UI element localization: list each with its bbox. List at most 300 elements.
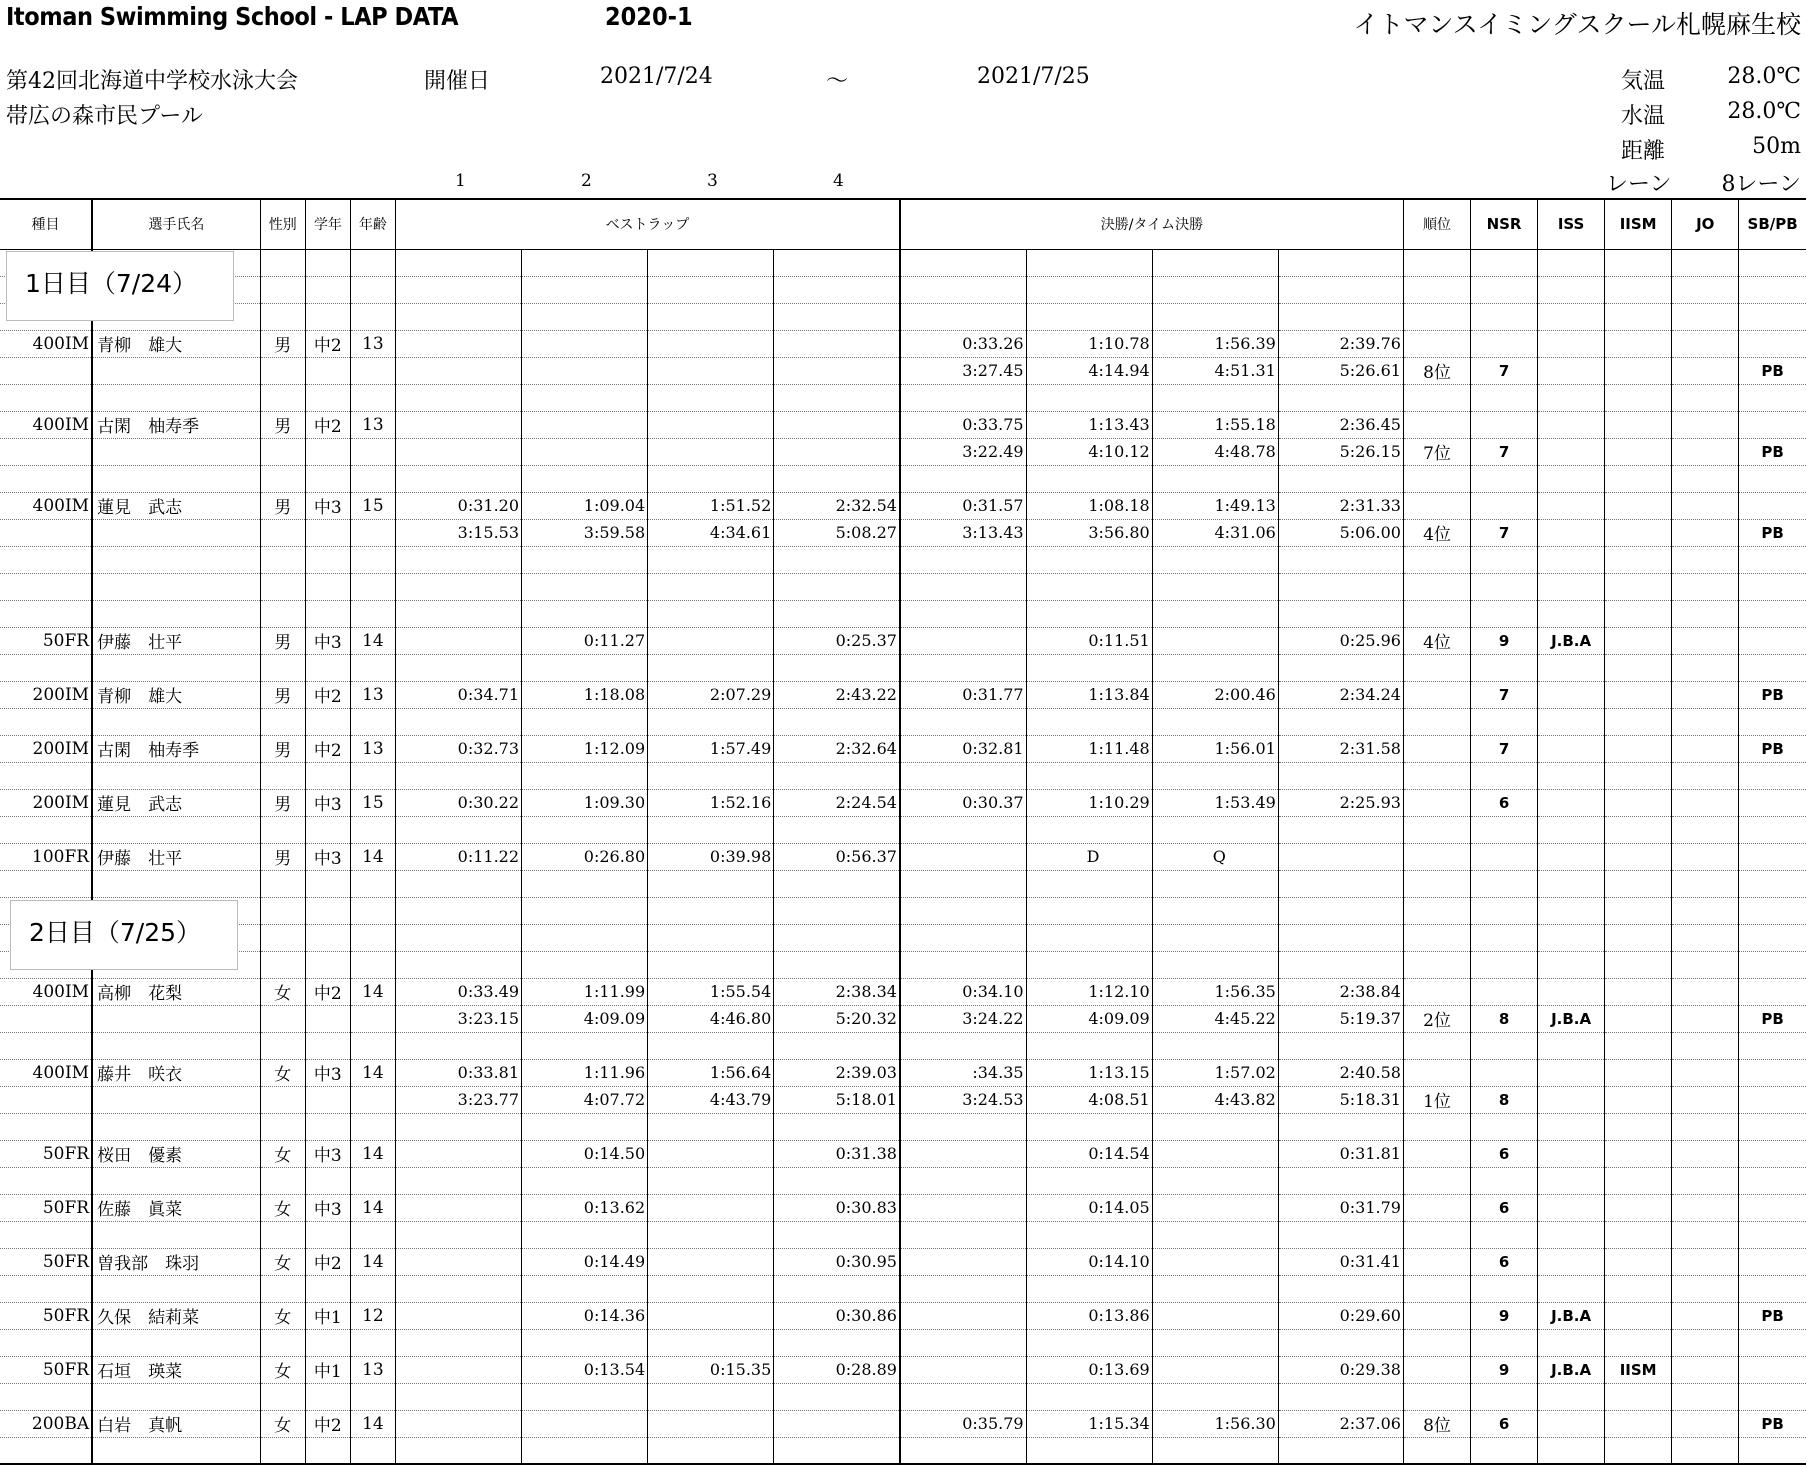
- blank-cell: [1152, 1221, 1278, 1248]
- blank-cell: [1605, 708, 1672, 735]
- final-lap-1-cell: 0:33.75: [900, 411, 1026, 438]
- blank-cell: [1403, 1167, 1470, 1194]
- grade-cell: [305, 438, 350, 465]
- best-lap-4-cell: 5:20.32: [774, 1005, 900, 1032]
- blank-cell: [1471, 546, 1538, 573]
- blank-row: [0, 1221, 1806, 1248]
- final-lap-4-cell: 0:31.41: [1278, 1248, 1403, 1275]
- blank-cell: [648, 303, 774, 330]
- blank-cell: [395, 924, 521, 951]
- distance-value: 50m: [1752, 134, 1801, 159]
- blank-cell: [0, 600, 92, 627]
- event-cell: 100FR: [0, 843, 92, 870]
- iss-cell: [1538, 1140, 1605, 1167]
- blank-cell: [260, 924, 305, 951]
- sbpb-cell: PB: [1739, 438, 1806, 465]
- jo-cell: [1672, 492, 1739, 519]
- best-lap-2-cell: 0:26.80: [522, 843, 648, 870]
- sex-cell: 女: [260, 1410, 305, 1437]
- blank-cell: [260, 465, 305, 492]
- best-lap-1-cell: [395, 1410, 521, 1437]
- nsr-cell: 7: [1471, 681, 1538, 708]
- blank-cell: [1672, 546, 1739, 573]
- blank-cell: [1605, 654, 1672, 681]
- best-lap-3-cell: 4:46.80: [648, 1005, 774, 1032]
- school-name: イトマンスイミングスクール札幌麻生校: [1353, 10, 1801, 39]
- blank-cell: [522, 600, 648, 627]
- best-lap-4-cell: [774, 411, 900, 438]
- blank-cell: [260, 1437, 305, 1464]
- swimmer-name-cell: 青柳 雄大: [92, 330, 260, 357]
- blank-cell: [0, 1113, 92, 1140]
- blank-cell: [395, 465, 521, 492]
- rank-cell: [1403, 789, 1470, 816]
- iss-cell: J.B.A: [1538, 1356, 1605, 1383]
- blank-cell: [522, 276, 648, 303]
- blank-cell: [648, 1329, 774, 1356]
- blank-row: [0, 1032, 1806, 1059]
- blank-cell: [1672, 708, 1739, 735]
- blank-cell: [1278, 1383, 1403, 1410]
- blank-cell: [648, 924, 774, 951]
- final-lap-3-cell: [1152, 1356, 1278, 1383]
- iism-cell: [1605, 357, 1672, 384]
- blank-cell: [522, 816, 648, 843]
- blank-cell: [1403, 465, 1470, 492]
- blank-cell: [395, 384, 521, 411]
- blank-cell: [1672, 276, 1739, 303]
- best-lap-2-cell: [522, 1410, 648, 1437]
- best-lap-1-cell: [395, 330, 521, 357]
- blank-cell: [1739, 897, 1806, 924]
- iss-cell: [1538, 357, 1605, 384]
- blank-cell: [1672, 600, 1739, 627]
- blank-cell: [900, 1167, 1026, 1194]
- best-lap-2-cell: 1:12.09: [522, 735, 648, 762]
- col-sbpb: SB/PB: [1739, 199, 1806, 249]
- rank-cell: [1403, 1059, 1470, 1086]
- jo-cell: [1672, 735, 1739, 762]
- final-lap-1-cell: [900, 1356, 1026, 1383]
- age-cell: 12: [350, 1302, 395, 1329]
- table-row: [0, 681, 1806, 708]
- blank-cell: [0, 816, 92, 843]
- best-lap-4-cell: 0:30.86: [774, 1302, 900, 1329]
- iss-cell: [1538, 735, 1605, 762]
- blank-cell: [305, 816, 350, 843]
- blank-cell: [1672, 465, 1739, 492]
- final-lap-2-cell: 0:14.05: [1026, 1194, 1152, 1221]
- blank-cell: [395, 816, 521, 843]
- final-lap-2-cell: 4:10.12: [1026, 438, 1152, 465]
- blank-cell: [1605, 276, 1672, 303]
- best-lap-3-cell: [648, 1140, 774, 1167]
- blank-cell: [522, 1032, 648, 1059]
- sbpb-cell: [1739, 1140, 1806, 1167]
- blank-cell: [1152, 1275, 1278, 1302]
- blank-cell: [900, 276, 1026, 303]
- swimmer-name-cell: 久保 結莉菜: [92, 1302, 260, 1329]
- blank-cell: [1672, 1329, 1739, 1356]
- age-cell: [350, 1005, 395, 1032]
- blank-cell: [1605, 600, 1672, 627]
- age-cell: 14: [350, 843, 395, 870]
- blank-cell: [522, 1167, 648, 1194]
- blank-row: [0, 276, 1806, 303]
- table-header-row: [0, 199, 1806, 249]
- final-lap-3-cell: 1:56.30: [1152, 1410, 1278, 1437]
- final-lap-4-cell: 0:29.38: [1278, 1356, 1403, 1383]
- blank-cell: [522, 762, 648, 789]
- blank-cell: [1471, 303, 1538, 330]
- blank-cell: [900, 708, 1026, 735]
- sex-cell: 男: [260, 735, 305, 762]
- blank-cell: [260, 1275, 305, 1302]
- grade-cell: 中2: [305, 411, 350, 438]
- blank-cell: [1538, 600, 1605, 627]
- blank-cell: [1739, 384, 1806, 411]
- final-lap-1-cell: 3:22.49: [900, 438, 1026, 465]
- rank-cell: [1403, 1140, 1470, 1167]
- col-age: 年齢: [350, 199, 395, 249]
- event-cell: 400IM: [0, 1059, 92, 1086]
- table-row: [0, 1059, 1806, 1086]
- table-row: [0, 411, 1806, 438]
- age-cell: 14: [350, 1140, 395, 1167]
- blank-cell: [774, 1329, 900, 1356]
- blank-cell: [774, 951, 900, 978]
- best-lap-3-cell: 1:52.16: [648, 789, 774, 816]
- blank-cell: [522, 924, 648, 951]
- blank-cell: [1278, 303, 1403, 330]
- final-lap-4-cell: 5:19.37: [1278, 1005, 1403, 1032]
- age-cell: 14: [350, 1248, 395, 1275]
- swimmer-name-cell: 藤井 咲衣: [92, 1059, 260, 1086]
- sex-cell: 女: [260, 1248, 305, 1275]
- rank-cell: 7位: [1403, 438, 1470, 465]
- best-lap-4-cell: 5:08.27: [774, 519, 900, 546]
- table-row: [0, 735, 1806, 762]
- blank-cell: [350, 1221, 395, 1248]
- iism-cell: [1605, 1059, 1672, 1086]
- sbpb-cell: [1739, 411, 1806, 438]
- blank-cell: [350, 1113, 395, 1140]
- blank-cell: [1152, 870, 1278, 897]
- final-lap-4-cell: [1278, 843, 1403, 870]
- blank-cell: [92, 1167, 260, 1194]
- blank-cell: [1471, 249, 1538, 276]
- blank-row: [0, 1383, 1806, 1410]
- iss-cell: [1538, 411, 1605, 438]
- lane-value: 8レーン: [1721, 172, 1801, 197]
- blank-cell: [774, 897, 900, 924]
- blank-cell: [1403, 573, 1470, 600]
- blank-cell: [1739, 1032, 1806, 1059]
- blank-cell: [648, 1032, 774, 1059]
- blank-cell: [1026, 951, 1152, 978]
- blank-cell: [1672, 924, 1739, 951]
- blank-cell: [1672, 1437, 1739, 1464]
- rank-cell: [1403, 330, 1470, 357]
- blank-cell: [0, 465, 92, 492]
- final-lap-4-cell: 5:18.31: [1278, 1086, 1403, 1113]
- final-lap-1-cell: [900, 843, 1026, 870]
- blank-cell: [0, 1437, 92, 1464]
- final-lap-1-cell: 3:24.53: [900, 1086, 1026, 1113]
- blank-cell: [1739, 303, 1806, 330]
- blank-cell: [1739, 1221, 1806, 1248]
- age-cell: 13: [350, 1356, 395, 1383]
- event-cell: [0, 1086, 92, 1113]
- blank-cell: [1278, 1221, 1403, 1248]
- best-lap-3-cell: [648, 1302, 774, 1329]
- blank-cell: [1739, 465, 1806, 492]
- blank-cell: [648, 1383, 774, 1410]
- swimmer-name-cell: [92, 1086, 260, 1113]
- col-iss: ISS: [1538, 199, 1605, 249]
- best-lap-4-cell: [774, 1410, 900, 1437]
- best-lap-4-cell: [774, 438, 900, 465]
- blank-cell: [1605, 249, 1672, 276]
- blank-cell: [0, 546, 92, 573]
- final-lap-3-cell: 1:49.13: [1152, 492, 1278, 519]
- blank-cell: [1026, 816, 1152, 843]
- iss-cell: [1538, 519, 1605, 546]
- blank-cell: [1538, 384, 1605, 411]
- iss-cell: [1538, 330, 1605, 357]
- final-lap-3-cell: 1:56.01: [1152, 735, 1278, 762]
- blank-cell: [0, 1221, 92, 1248]
- blank-cell: [1152, 897, 1278, 924]
- grade-cell: 中2: [305, 1410, 350, 1437]
- grade-cell: 中3: [305, 1059, 350, 1086]
- swimmer-name-cell: [92, 519, 260, 546]
- blank-cell: [648, 951, 774, 978]
- blank-cell: [260, 1167, 305, 1194]
- age-cell: 14: [350, 1194, 395, 1221]
- best-lap-3-cell: [648, 1248, 774, 1275]
- blank-cell: [1672, 1221, 1739, 1248]
- blank-cell: [1605, 1167, 1672, 1194]
- blank-row: [0, 1437, 1806, 1464]
- nsr-cell: 8: [1471, 1086, 1538, 1113]
- sbpb-cell: PB: [1739, 357, 1806, 384]
- best-lap-4-cell: [774, 357, 900, 384]
- final-lap-2-cell: 0:11.51: [1026, 627, 1152, 654]
- blank-cell: [1739, 276, 1806, 303]
- blank-cell: [774, 816, 900, 843]
- blank-cell: [1278, 249, 1403, 276]
- blank-cell: [92, 870, 260, 897]
- age-cell: 15: [350, 789, 395, 816]
- iism-cell: [1605, 843, 1672, 870]
- iism-cell: [1605, 492, 1672, 519]
- blank-cell: [522, 870, 648, 897]
- blank-cell: [1026, 654, 1152, 681]
- sbpb-cell: [1739, 789, 1806, 816]
- blank-cell: [0, 762, 92, 789]
- blank-cell: [1403, 1383, 1470, 1410]
- swimmer-name-cell: 高柳 花梨: [92, 978, 260, 1005]
- grade-cell: 中2: [305, 681, 350, 708]
- blank-cell: [1471, 1275, 1538, 1302]
- table-row: [0, 843, 1806, 870]
- sbpb-cell: [1739, 978, 1806, 1005]
- blank-cell: [1026, 1167, 1152, 1194]
- blank-cell: [1538, 303, 1605, 330]
- blank-cell: [1152, 654, 1278, 681]
- jo-cell: [1672, 357, 1739, 384]
- best-lap-4-cell: 0:31.38: [774, 1140, 900, 1167]
- blank-cell: [1739, 600, 1806, 627]
- iism-cell: [1605, 978, 1672, 1005]
- best-lap-4-cell: 2:39.03: [774, 1059, 900, 1086]
- iss-cell: [1538, 1086, 1605, 1113]
- blank-cell: [1672, 1383, 1739, 1410]
- blank-row: [0, 708, 1806, 735]
- best-lap-3-cell: [648, 627, 774, 654]
- sex-cell: 男: [260, 789, 305, 816]
- blank-cell: [648, 816, 774, 843]
- sbpb-cell: [1739, 1059, 1806, 1086]
- blank-cell: [395, 303, 521, 330]
- blank-cell: [1605, 1437, 1672, 1464]
- blank-cell: [900, 897, 1026, 924]
- blank-cell: [1278, 870, 1403, 897]
- iss-cell: J.B.A: [1538, 1005, 1605, 1032]
- blank-cell: [774, 1437, 900, 1464]
- blank-cell: [305, 1437, 350, 1464]
- blank-cell: [1739, 249, 1806, 276]
- blank-cell: [305, 573, 350, 600]
- sbpb-cell: PB: [1739, 735, 1806, 762]
- table-row: [0, 519, 1806, 546]
- best-lap-3-cell: 1:57.49: [648, 735, 774, 762]
- blank-cell: [522, 384, 648, 411]
- final-lap-1-cell: 3:24.22: [900, 1005, 1026, 1032]
- blank-cell: [648, 870, 774, 897]
- iss-cell: [1538, 492, 1605, 519]
- iism-cell: [1605, 789, 1672, 816]
- rank-cell: [1403, 1248, 1470, 1275]
- blank-cell: [350, 816, 395, 843]
- final-lap-3-cell: 1:55.18: [1152, 411, 1278, 438]
- blank-cell: [648, 276, 774, 303]
- blank-cell: [1278, 1032, 1403, 1059]
- final-lap-3-cell: 1:57.02: [1152, 1059, 1278, 1086]
- jo-cell: [1672, 627, 1739, 654]
- best-lap-2-cell: 1:11.99: [522, 978, 648, 1005]
- grade-cell: 中3: [305, 627, 350, 654]
- date-separator: ～: [826, 69, 849, 94]
- rank-cell: [1403, 843, 1470, 870]
- jo-cell: [1672, 843, 1739, 870]
- grade-cell: [305, 357, 350, 384]
- final-lap-3-cell: 2:00.46: [1152, 681, 1278, 708]
- blank-cell: [522, 897, 648, 924]
- blank-cell: [774, 1167, 900, 1194]
- blank-cell: [395, 1113, 521, 1140]
- nsr-cell: 8: [1471, 1005, 1538, 1032]
- blank-cell: [1471, 1032, 1538, 1059]
- blank-cell: [260, 1221, 305, 1248]
- final-lap-4-cell: 5:26.61: [1278, 357, 1403, 384]
- final-lap-2-cell: 1:13.43: [1026, 411, 1152, 438]
- rank-cell: [1403, 1194, 1470, 1221]
- table-row: [0, 330, 1806, 357]
- blank-cell: [774, 1032, 900, 1059]
- sex-cell: 男: [260, 681, 305, 708]
- blank-cell: [0, 1329, 92, 1356]
- blank-cell: [1278, 276, 1403, 303]
- grade-cell: 中1: [305, 1356, 350, 1383]
- blank-cell: [1538, 249, 1605, 276]
- blank-cell: [1672, 654, 1739, 681]
- blank-cell: [0, 654, 92, 681]
- blank-cell: [1403, 1113, 1470, 1140]
- blank-cell: [305, 600, 350, 627]
- blank-cell: [1403, 546, 1470, 573]
- blank-cell: [1672, 573, 1739, 600]
- blank-cell: [1278, 546, 1403, 573]
- col-name: 選手氏名: [92, 199, 260, 249]
- blank-row: [0, 924, 1806, 951]
- blank-cell: [1672, 870, 1739, 897]
- best-lap-2-cell: [522, 438, 648, 465]
- col-grade: 学年: [305, 199, 350, 249]
- blank-cell: [522, 573, 648, 600]
- lap-number-2: 2: [581, 171, 592, 191]
- sex-cell: 女: [260, 1194, 305, 1221]
- blank-cell: [1152, 1167, 1278, 1194]
- best-lap-4-cell: 0:30.83: [774, 1194, 900, 1221]
- best-lap-1-cell: 0:32.73: [395, 735, 521, 762]
- event-cell: 400IM: [0, 411, 92, 438]
- blank-cell: [1538, 870, 1605, 897]
- iss-cell: J.B.A: [1538, 627, 1605, 654]
- blank-cell: [305, 276, 350, 303]
- best-lap-3-cell: 4:34.61: [648, 519, 774, 546]
- blank-cell: [350, 1329, 395, 1356]
- air-temp-label: 気温: [1621, 69, 1666, 94]
- blank-cell: [92, 708, 260, 735]
- blank-cell: [900, 654, 1026, 681]
- iism-cell: [1605, 1194, 1672, 1221]
- blank-cell: [1605, 465, 1672, 492]
- swimmer-name-cell: 桜田 優素: [92, 1140, 260, 1167]
- blank-cell: [1026, 573, 1152, 600]
- blank-cell: [92, 465, 260, 492]
- final-lap-4-cell: 0:25.96: [1278, 627, 1403, 654]
- blank-cell: [1672, 384, 1739, 411]
- swimmer-name-cell: [92, 1005, 260, 1032]
- blank-cell: [1672, 1113, 1739, 1140]
- blank-cell: [305, 465, 350, 492]
- blank-cell: [1605, 1275, 1672, 1302]
- final-lap-2-cell: D: [1026, 843, 1152, 870]
- blank-cell: [1471, 1329, 1538, 1356]
- blank-cell: [1026, 249, 1152, 276]
- blank-cell: [774, 546, 900, 573]
- jo-cell: [1672, 1410, 1739, 1437]
- blank-cell: [900, 1383, 1026, 1410]
- best-lap-4-cell: 0:30.95: [774, 1248, 900, 1275]
- blank-cell: [1152, 816, 1278, 843]
- blank-cell: [305, 870, 350, 897]
- blank-cell: [350, 1383, 395, 1410]
- blank-cell: [1605, 1113, 1672, 1140]
- jo-cell: [1672, 1356, 1739, 1383]
